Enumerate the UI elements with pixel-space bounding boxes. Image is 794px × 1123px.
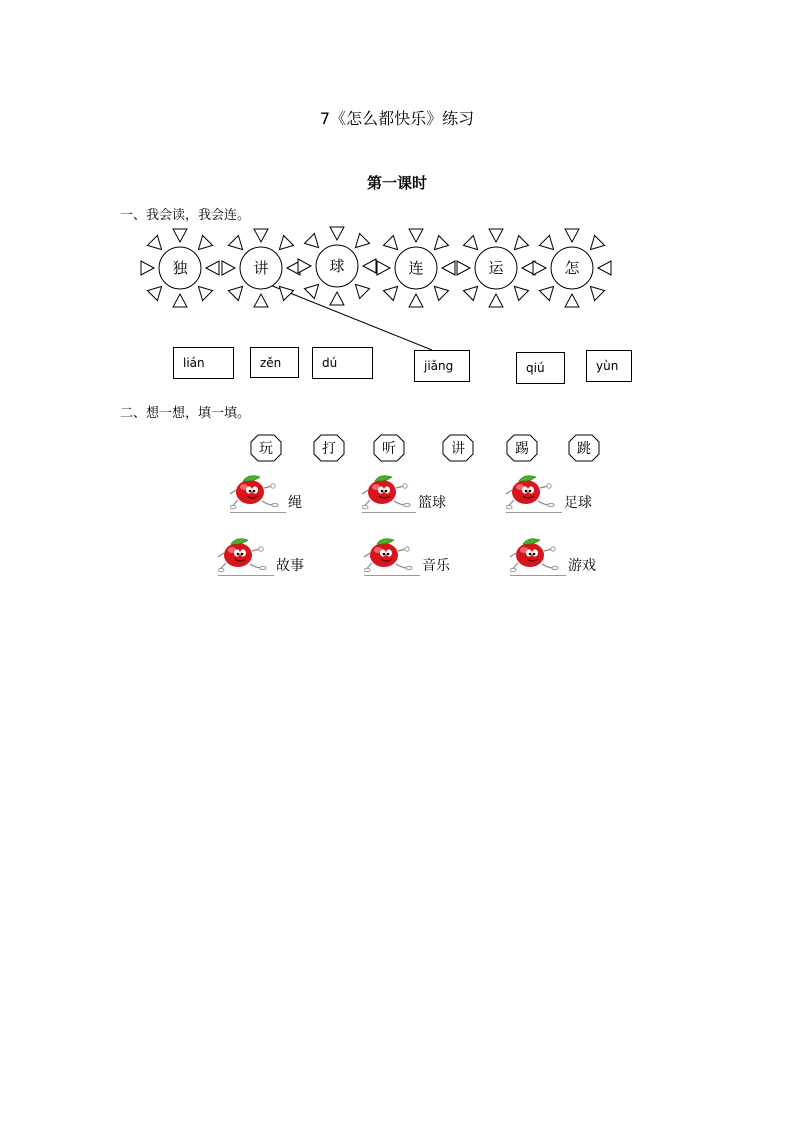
sun-ray [383,286,397,300]
sun-icon [457,229,535,307]
sun-ray [173,294,187,307]
lesson-subtitle: 第一课时 [366,174,427,192]
pinyin-box-4[interactable] [414,350,470,382]
apple-mascot-icon [230,474,280,514]
fill-item-story[interactable] [218,537,318,581]
sun-ray [539,235,553,249]
sun-ray [409,294,423,307]
sun-character[interactable]: 独 [172,259,188,277]
sun-ray [590,286,604,300]
sun-ray [539,286,553,300]
pinyin-box-5[interactable] [516,352,565,384]
sun-icon [377,229,455,307]
sun-ray [514,235,528,249]
fill-item-football[interactable] [506,474,606,518]
sun-ray [434,286,448,300]
sun-ray [533,261,546,275]
verb-chip-3[interactable] [373,434,405,462]
object-word: 绳 [288,495,302,511]
fill-item-music[interactable] [364,537,464,581]
pinyin-text: dú [322,356,338,370]
sun-ray [489,294,503,307]
verb-text: 打 [322,441,336,457]
sun-ray [434,235,448,249]
pinyin-text: jiǎng [424,359,454,373]
sun-ray [590,235,604,249]
pinyin-box-2[interactable] [250,347,299,378]
fill-item-game[interactable] [510,537,610,581]
sun-ray [279,235,293,249]
sun-ray [147,235,161,249]
sun-ray [409,229,423,242]
pinyin-box-6[interactable] [586,350,632,382]
sun-ray [514,286,528,300]
sun-icon [533,229,611,307]
sun-ray [355,233,369,247]
apple-mascot-icon [364,537,414,577]
sun-character[interactable]: 运 [488,259,504,277]
pinyin-box-3[interactable] [312,347,373,379]
sun-ray [598,261,611,275]
sun-ray [206,261,219,275]
sun-character[interactable]: 讲 [253,259,269,277]
sun-ray [198,286,212,300]
pinyin-text: yùn [596,359,619,373]
sun-ray [363,259,376,273]
sun-ray [463,286,477,300]
sun-icon [141,229,219,307]
sun-ray [383,235,397,249]
apple-mascot-icon [218,537,268,577]
verb-chip-6[interactable] [568,434,600,462]
sun-icon [222,229,300,307]
sun-ray [173,229,187,242]
sun-ray [222,261,235,275]
apple-mascot-icon [506,474,556,514]
verb-chip-5[interactable] [506,434,538,462]
verb-text: 听 [382,441,396,457]
sun-ray [463,235,477,249]
pinyin-text: qiú [526,361,545,375]
sun-ray [147,286,161,300]
sun-match-diagram [0,0,794,400]
apple-mascot-icon [362,474,412,514]
object-word: 篮球 [418,495,446,511]
pinyin-box-1[interactable] [173,347,234,379]
sun-ray [304,284,318,298]
verb-chip-1[interactable] [250,434,282,462]
sun-ray [442,261,455,275]
pinyin-text: zěn [260,355,282,370]
fill-item-rope[interactable] [230,474,320,518]
sun-ray [254,294,268,307]
example-match-line [270,285,432,350]
sun-ray [565,294,579,307]
pinyin-text: lián [183,356,205,370]
object-word: 足球 [564,495,592,511]
sun-icon [298,227,376,305]
verb-chip-2[interactable] [313,434,345,462]
sun-ray [489,229,503,242]
sun-ray [304,233,318,247]
sun-ray [565,229,579,242]
sun-ray [457,261,470,275]
sun-ray [254,229,268,242]
verb-text: 讲 [451,441,465,457]
object-word: 故事 [276,558,304,574]
sun-ray [298,259,311,273]
sun-ray [279,286,293,300]
sun-ray [330,227,344,240]
section-1-heading: 一、我会读，我会连。 [120,208,251,223]
verb-text: 踢 [515,441,529,457]
sun-character[interactable]: 连 [408,259,424,277]
verb-text: 跳 [577,441,591,457]
page-title: 7《怎么都快乐》练习 [319,109,475,128]
sun-ray [330,292,344,305]
sun-ray [228,235,242,249]
object-word: 音乐 [422,558,450,574]
fill-item-basketball[interactable] [362,474,462,518]
sun-character[interactable]: 怎 [564,259,580,277]
verb-text: 玩 [259,441,273,457]
verb-chip-4[interactable] [442,434,474,462]
sun-character[interactable]: 球 [329,257,345,275]
section-2-heading: 二、想一想，填一填。 [120,406,251,421]
sun-ray [355,284,369,298]
sun-ray [141,261,154,275]
sun-ray [228,286,242,300]
object-word: 游戏 [568,558,596,574]
apple-mascot-icon [510,537,560,577]
sun-ray [198,235,212,249]
sun-ray [377,261,390,275]
